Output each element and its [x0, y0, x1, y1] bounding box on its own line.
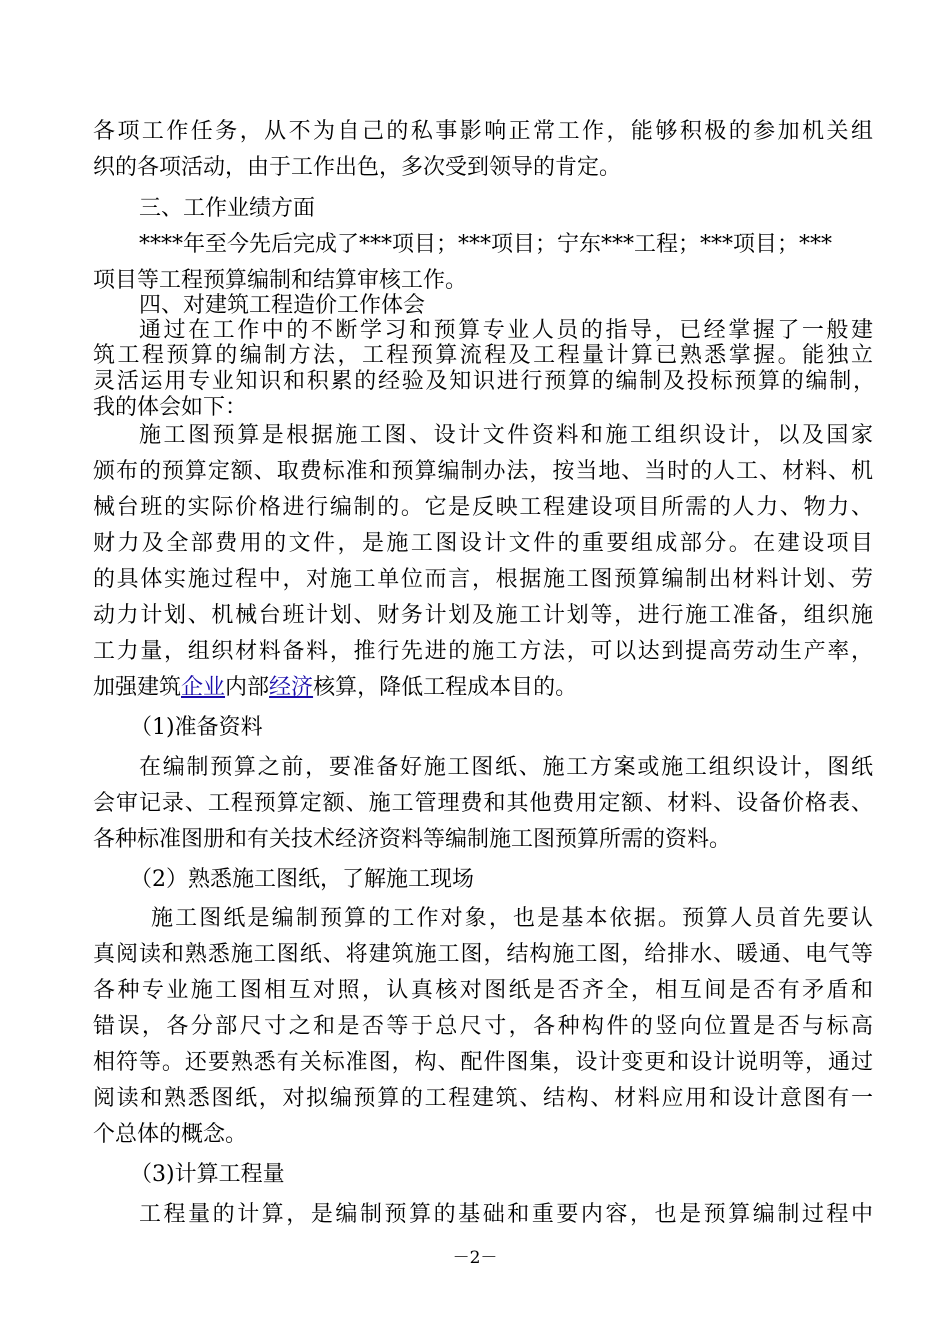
paragraph-line: 在编制预算之前，要准备好施工图纸、施工方案或施工组织设计，图纸	[139, 755, 873, 780]
paragraph-line: 颁布的预算定额、取费标准和预算编制办法，按当地、当时的人工、材料、机	[93, 459, 873, 484]
paragraph-line: 各项工作任务，从不为自己的私事影响正常工作，能够积极的参加机关组	[93, 119, 873, 144]
paragraph-line: 错误，各分部尺寸之和是否等于总尺寸，各种构件的竖向位置是否与标高	[93, 1014, 873, 1039]
paragraph-line: 项目等工程预算编制和结算审核工作。	[93, 268, 468, 293]
subsection-heading: （3)计算工程量	[130, 1162, 285, 1187]
paragraph-line: 筑工程预算的编制方法，工程预算流程及工程量计算已熟悉掌握。能独立	[93, 343, 873, 368]
subsection-heading: （1)准备资料	[130, 715, 263, 740]
subsection-heading: （2）熟悉施工图纸，了解施工现场	[130, 867, 474, 892]
paragraph-line: 工力量，组织材料备料，推行先进的施工方法，可以达到提高劳动生产率，	[93, 639, 873, 664]
section-heading: 四、对建筑工程造价工作体会	[139, 293, 426, 318]
paragraph-line: 相符等。还要熟悉有关标准图，构、配件图集，设计变更和设计说明等，通过	[93, 1050, 873, 1075]
paragraph-line: 施工图预算是根据施工图、设计文件资料和施工组织设计，以及国家	[139, 423, 873, 448]
paragraph-line: 我的体会如下：	[93, 395, 248, 420]
paragraph-line: 的具体实施过程中，对施工单位而言，根据施工图预算编制出材料计划、劳	[93, 567, 873, 592]
paragraph-line: 各种专业施工图相互对照，认真核对图纸是否齐全，相互间是否有矛盾和	[93, 978, 873, 1003]
paragraph-line: 械台班的实际价格进行编制的。它是反映工程建设项目所需的人力、物力、	[93, 495, 873, 520]
paragraph-line: 财力及全部费用的文件，是施工图设计文件的重要组成部分。在建设项目	[93, 531, 873, 556]
paragraph-line: 阅读和熟悉图纸，对拟编预算的工程建筑、结构、材料应用和设计意图有一	[93, 1086, 873, 1111]
text-run: 加强建筑	[93, 675, 182, 700]
paragraph-line: 真阅读和熟悉施工图纸、将建筑施工图，结构施工图，给排水、暖通、电气等	[93, 942, 873, 967]
link-enterprise[interactable]: 企业	[181, 675, 226, 700]
page-number: －2－	[452, 1248, 498, 1268]
paragraph-line: 通过在工作中的不断学习和预算专业人员的指导，已经掌握了一般建	[139, 318, 873, 343]
paragraph-line: 动力计划、机械台班计划、财务计划及施工计划等，进行施工准备，组织施	[93, 603, 873, 628]
section-heading: 三、工作业绩方面	[139, 196, 316, 221]
paragraph-line: ****年至今先后完成了***项目；***项目；宁东***工程；***项目；***	[139, 232, 833, 257]
paragraph-line: 个总体的概念。	[93, 1122, 248, 1147]
link-economy[interactable]: 经济	[269, 675, 314, 700]
paragraph-line: 会审记录、工程预算定额、施工管理费和其他费用定额、材料、设备价格表、	[93, 791, 873, 816]
paragraph-line: 施工图纸是编制预算的工作对象，也是基本依据。预算人员首先要认	[151, 906, 873, 931]
text-run: 内部	[225, 675, 270, 700]
paragraph-line: 工程量的计算，是编制预算的基础和重要内容，也是预算编制过程中	[139, 1202, 873, 1227]
text-run: 核算，降低工程成本目的。	[313, 675, 578, 700]
paragraph-line: 织的各项活动，由于工作出色，多次受到领导的肯定。	[93, 155, 622, 180]
paragraph-line: 灵活运用专业知识和积累的经验及知识进行预算的编制及投标预算的编制，	[93, 369, 875, 394]
paragraph-line: 各种标准图册和有关技术经济资料等编制施工图预算所需的资料。	[93, 827, 732, 852]
paragraph-line	[93, 673, 873, 703]
